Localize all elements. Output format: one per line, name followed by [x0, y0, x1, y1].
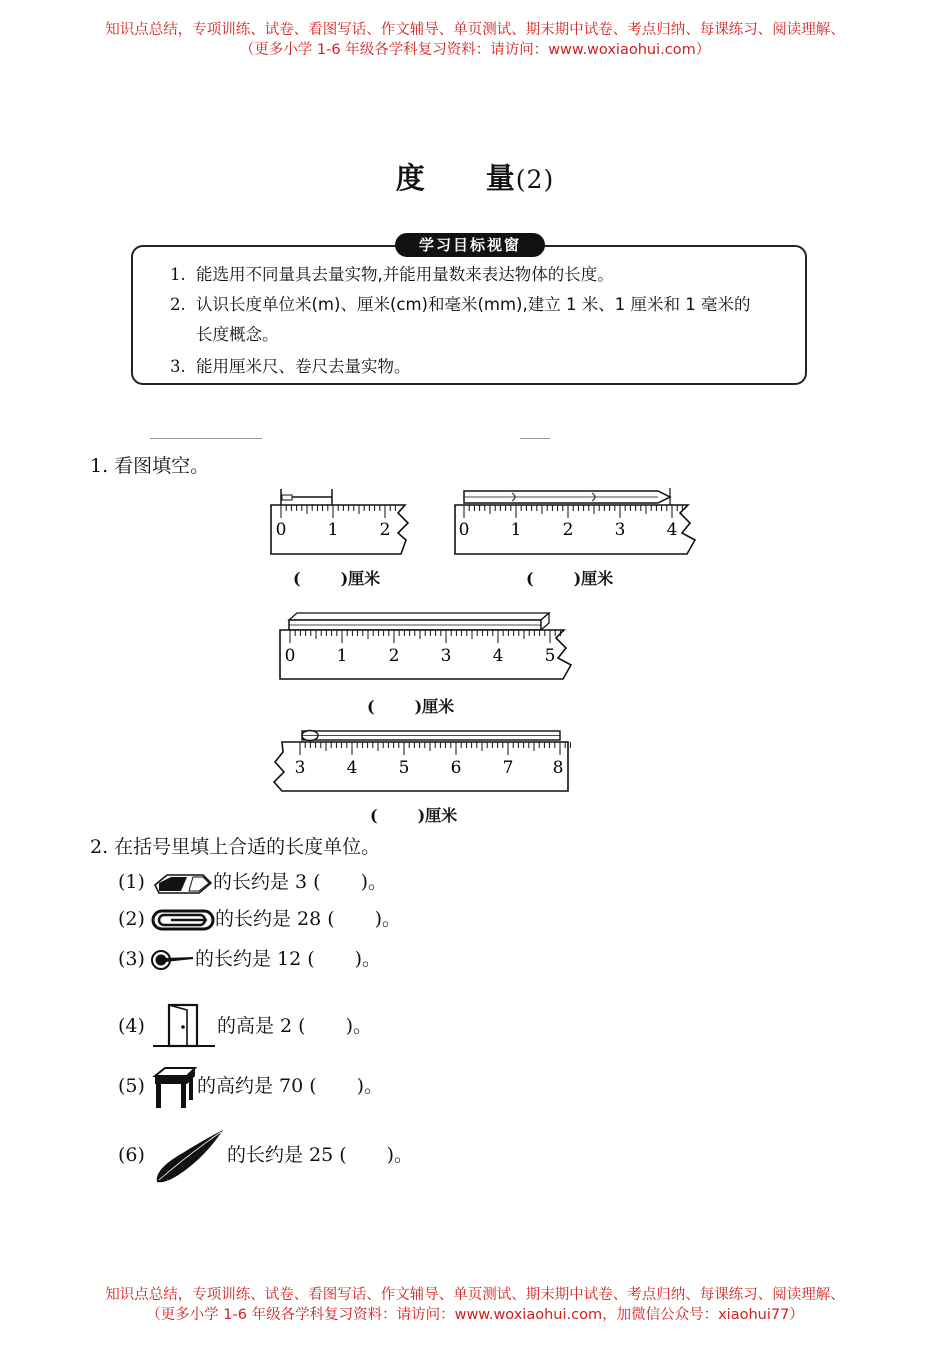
item-number: (4) [118, 1015, 145, 1037]
q2-item-5 [118, 1064, 383, 1110]
tick-label: 2 [388, 646, 400, 666]
goal-text: 认识长度单位米(m)、厘米(cm)和毫米(mm),建立 1 米、1 厘米和 1 毫米的 [196, 295, 751, 314]
unit-label: )厘米 [573, 569, 614, 588]
footer-line-1: 知识点总结，专项训练、试卷、看图写话、作文辅导、单页测试、期末期中试卷、考点归纳、每课练习、阅读理解、 [105, 1287, 845, 1303]
measured-object [464, 488, 670, 506]
page-title [0, 156, 950, 197]
ruler-body [274, 742, 568, 791]
goal-item-1 [170, 260, 614, 290]
divider [520, 438, 550, 439]
item-number: (3) [118, 948, 145, 970]
tick-label: 6 [450, 758, 462, 778]
desk-icon [151, 1064, 197, 1110]
item-text-end: )。 [345, 1015, 372, 1037]
answer-blank-1[interactable] [293, 566, 380, 589]
tick-label: 5 [398, 758, 410, 778]
goal-item-2-continued: 长度概念。 [196, 325, 279, 344]
ruler-body [455, 505, 695, 554]
item-text: 的长约是 12 ( [194, 948, 315, 970]
answer-blank-3[interactable] [367, 694, 454, 717]
question-2-title: 2. 在括号里填上合适的长度单位。 [90, 836, 381, 858]
tick-label: 5 [544, 646, 556, 666]
tick-label: 0 [275, 520, 287, 540]
ruler-body [280, 630, 571, 679]
learning-goals-tab: 学习目标视窗 [395, 233, 545, 257]
unit-label: )厘米 [414, 697, 455, 716]
paren-open: ( [370, 806, 378, 825]
tick-label: 7 [502, 758, 514, 778]
tick-label: 3 [614, 520, 626, 540]
ruler-figure-3 [279, 610, 579, 685]
tick-label: 1 [336, 646, 348, 666]
paperclip-icon [151, 908, 215, 932]
paren-open: ( [526, 569, 534, 588]
tick-label: 1 [510, 520, 522, 540]
item-text-end: )。 [360, 871, 387, 893]
header-line-1: 知识点总结，专项训练、试卷、看图写话、作文辅导、单页测试、期末期中试卷、考点归纳、每课练习、阅读理解、 [105, 22, 845, 38]
eraser-icon [151, 871, 213, 895]
paren-open: ( [293, 569, 301, 588]
tick-label: 1 [327, 520, 339, 540]
item-text: 的高约是 70 ( [196, 1075, 317, 1097]
goal-number: 3. [170, 357, 186, 376]
question-1-title: 1. 看图填空。 [90, 455, 210, 477]
unit-label: )厘米 [417, 806, 458, 825]
item-number: (2) [118, 908, 145, 930]
goal-text: 能选用不同量具去量实物,并能用量数来表达物体的长度。 [196, 265, 614, 284]
item-text-end: )。 [354, 948, 382, 970]
item-text-end: )。 [374, 908, 402, 930]
tick-label: 4 [666, 520, 678, 540]
tick-label: 2 [379, 520, 391, 540]
title-number: (2) [515, 165, 555, 194]
item-number: (6) [118, 1144, 145, 1166]
goal-number: 2. [170, 295, 186, 314]
q2-item-4 [118, 1002, 372, 1052]
tick-label: 8 [552, 758, 564, 778]
item-number: (1) [118, 871, 145, 893]
goal-number: 1. [170, 265, 186, 284]
tick-label: 0 [284, 646, 296, 666]
measured-object [302, 731, 560, 741]
ruler-figure-2 [452, 485, 702, 560]
title-word-1: 度 [395, 161, 426, 195]
item-text: 的长约是 25 ( [226, 1144, 347, 1166]
item-text-end: )。 [356, 1075, 384, 1097]
item-text: 的长约是 3 ( [212, 871, 321, 893]
header-line-2: （更多小学 1-6 年级各学科复习资料：请访问：www.woxiaohui.com） [239, 42, 711, 58]
answer-blank-2[interactable] [526, 566, 613, 589]
goal-item-2 [170, 290, 750, 320]
thumbtack-icon [151, 946, 195, 974]
q2-item-2 [118, 906, 401, 932]
tick-label: 0 [458, 520, 470, 540]
paren-open: ( [367, 697, 375, 716]
divider [150, 438, 262, 439]
item-text-end: )。 [386, 1144, 414, 1166]
door-icon [151, 1002, 217, 1052]
q2-item-1 [118, 869, 387, 895]
goal-item-3 [170, 352, 411, 382]
footer-line-2: （更多小学 1-6 年级各学科复习资料：请访问：www.woxiaohui.com，加微信公众号：xiaohui77） [146, 1307, 804, 1323]
answer-blank-4[interactable] [370, 803, 457, 826]
item-text: 的高是 2 ( [216, 1015, 306, 1037]
tick-label: 4 [492, 646, 504, 666]
tick-label: 3 [440, 646, 452, 666]
item-text: 的长约是 28 ( [214, 908, 335, 930]
q2-item-6 [118, 1126, 413, 1186]
measured-object [281, 489, 332, 505]
ruler-figure-4 [270, 722, 575, 797]
tick-label: 2 [562, 520, 574, 540]
leaf-icon [151, 1126, 227, 1186]
tick-label: 3 [294, 758, 306, 778]
goal-text: 能用厘米尺、卷尺去量实物。 [196, 357, 411, 376]
ruler-figure-1 [270, 485, 420, 560]
item-number: (5) [118, 1075, 145, 1097]
measured-object [289, 613, 549, 630]
unit-label: )厘米 [340, 569, 381, 588]
title-word-2: 量 [485, 161, 516, 195]
q2-item-3 [118, 946, 381, 974]
tick-label: 4 [346, 758, 358, 778]
